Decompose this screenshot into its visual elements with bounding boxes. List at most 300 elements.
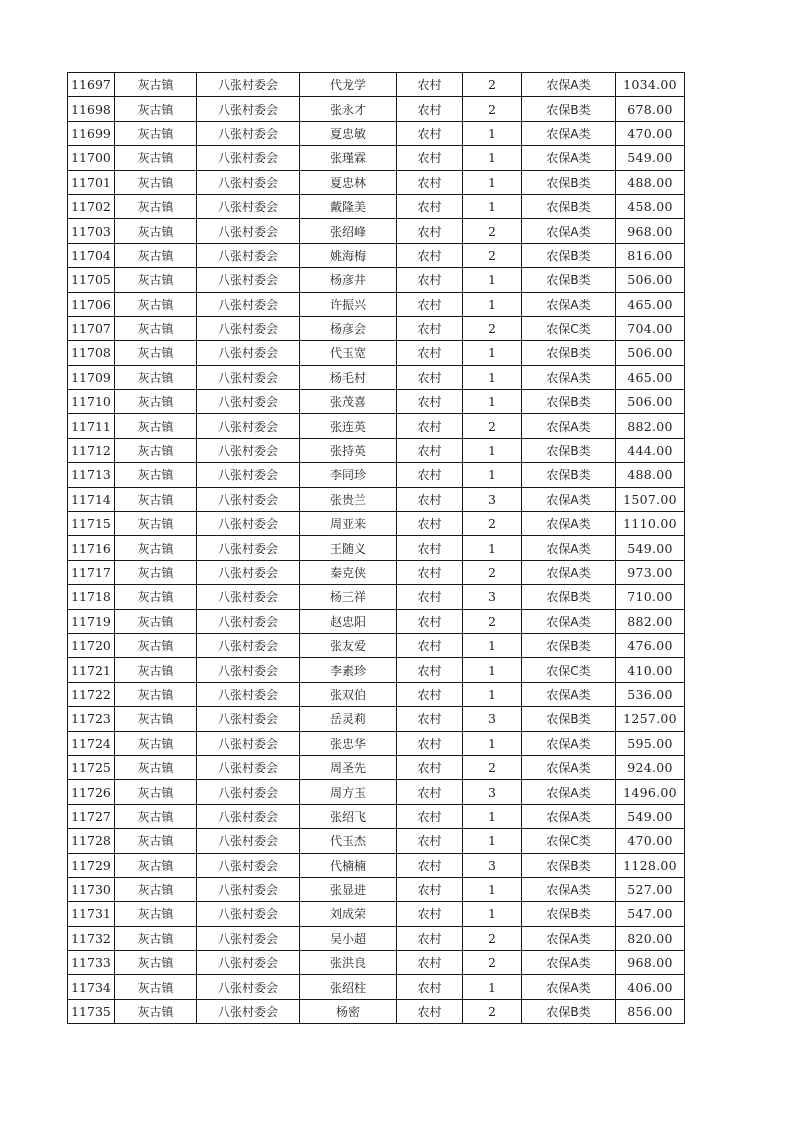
- town-cell: 灰古镇: [115, 755, 197, 779]
- insurance-category-cell: 农保B类: [522, 438, 616, 462]
- row-id-cell: 11726: [68, 780, 115, 804]
- table-row: [68, 560, 685, 584]
- insurance-category-cell: 农保A类: [522, 146, 616, 170]
- amount-cell: 406.00: [616, 975, 685, 999]
- row-id-cell: 11719: [68, 609, 115, 633]
- member-count-cell: 1: [463, 121, 522, 145]
- amount-cell: 527.00: [616, 877, 685, 901]
- town-cell: 灰古镇: [115, 487, 197, 511]
- town-cell: 灰古镇: [115, 316, 197, 340]
- insurance-category-cell: 农保B类: [522, 633, 616, 657]
- member-count-cell: 1: [463, 390, 522, 414]
- town-cell: 灰古镇: [115, 536, 197, 560]
- insurance-category-cell: 农保A类: [522, 755, 616, 779]
- insurance-category-cell: 农保C类: [522, 658, 616, 682]
- name-cell: 周圣先: [300, 755, 397, 779]
- village-cell: 八张村委会: [197, 219, 300, 243]
- town-cell: 灰古镇: [115, 853, 197, 877]
- insurance-category-cell: 农保B类: [522, 341, 616, 365]
- table-row: [68, 902, 685, 926]
- household-type-cell: 农村: [397, 658, 463, 682]
- member-count-cell: 2: [463, 951, 522, 975]
- village-cell: 八张村委会: [197, 902, 300, 926]
- village-cell: 八张村委会: [197, 512, 300, 536]
- name-cell: 张绍飞: [300, 804, 397, 828]
- member-count-cell: 2: [463, 219, 522, 243]
- village-cell: 八张村委会: [197, 682, 300, 706]
- row-id-cell: 11712: [68, 438, 115, 462]
- row-id-cell: 11722: [68, 682, 115, 706]
- household-type-cell: 农村: [397, 487, 463, 511]
- household-type-cell: 农村: [397, 585, 463, 609]
- amount-cell: 678.00: [616, 97, 685, 121]
- table-row: [68, 877, 685, 901]
- name-cell: 张瑾霖: [300, 146, 397, 170]
- amount-cell: 704.00: [616, 316, 685, 340]
- amount-cell: 968.00: [616, 219, 685, 243]
- name-cell: 张贵兰: [300, 487, 397, 511]
- member-count-cell: 3: [463, 585, 522, 609]
- amount-cell: 973.00: [616, 560, 685, 584]
- member-count-cell: 2: [463, 97, 522, 121]
- table-row: [68, 926, 685, 950]
- row-id-cell: 11734: [68, 975, 115, 999]
- insurance-category-cell: 农保C类: [522, 316, 616, 340]
- household-type-cell: 农村: [397, 633, 463, 657]
- village-cell: 八张村委会: [197, 999, 300, 1023]
- town-cell: 灰古镇: [115, 390, 197, 414]
- village-cell: 八张村委会: [197, 316, 300, 340]
- village-cell: 八张村委会: [197, 341, 300, 365]
- household-type-cell: 农村: [397, 243, 463, 267]
- insurance-category-cell: 农保B类: [522, 463, 616, 487]
- household-type-cell: 农村: [397, 975, 463, 999]
- village-cell: 八张村委会: [197, 951, 300, 975]
- table-row: [68, 341, 685, 365]
- name-cell: 代龙学: [300, 73, 397, 97]
- table-row: [68, 121, 685, 145]
- amount-cell: 820.00: [616, 926, 685, 950]
- name-cell: 杨毛村: [300, 365, 397, 389]
- member-count-cell: 3: [463, 780, 522, 804]
- town-cell: 灰古镇: [115, 219, 197, 243]
- row-id-cell: 11699: [68, 121, 115, 145]
- insurance-category-cell: 农保A类: [522, 487, 616, 511]
- row-id-cell: 11724: [68, 731, 115, 755]
- insurance-category-cell: 农保C类: [522, 829, 616, 853]
- member-count-cell: 2: [463, 560, 522, 584]
- insurance-category-cell: 农保B类: [522, 853, 616, 877]
- table-row: [68, 292, 685, 316]
- table-row: [68, 463, 685, 487]
- table-row: [68, 975, 685, 999]
- table-row: [68, 438, 685, 462]
- table-row: [68, 316, 685, 340]
- village-cell: 八张村委会: [197, 804, 300, 828]
- name-cell: 张绍柱: [300, 975, 397, 999]
- row-id-cell: 11732: [68, 926, 115, 950]
- household-type-cell: 农村: [397, 463, 463, 487]
- table-row: [68, 487, 685, 511]
- table-row: [68, 194, 685, 218]
- member-count-cell: 2: [463, 316, 522, 340]
- town-cell: 灰古镇: [115, 707, 197, 731]
- member-count-cell: 2: [463, 755, 522, 779]
- household-type-cell: 农村: [397, 707, 463, 731]
- town-cell: 灰古镇: [115, 951, 197, 975]
- household-type-cell: 农村: [397, 341, 463, 365]
- insurance-category-cell: 农保B类: [522, 999, 616, 1023]
- member-count-cell: 3: [463, 707, 522, 731]
- amount-cell: 924.00: [616, 755, 685, 779]
- village-cell: 八张村委会: [197, 585, 300, 609]
- member-count-cell: 1: [463, 170, 522, 194]
- village-cell: 八张村委会: [197, 707, 300, 731]
- member-count-cell: 1: [463, 365, 522, 389]
- village-cell: 八张村委会: [197, 97, 300, 121]
- table-row: [68, 536, 685, 560]
- village-cell: 八张村委会: [197, 390, 300, 414]
- amount-cell: 444.00: [616, 438, 685, 462]
- town-cell: 灰古镇: [115, 365, 197, 389]
- member-count-cell: 1: [463, 438, 522, 462]
- member-count-cell: 1: [463, 877, 522, 901]
- household-type-cell: 农村: [397, 780, 463, 804]
- row-id-cell: 11721: [68, 658, 115, 682]
- town-cell: 灰古镇: [115, 560, 197, 584]
- row-id-cell: 11715: [68, 512, 115, 536]
- table-row: [68, 585, 685, 609]
- row-id-cell: 11697: [68, 73, 115, 97]
- row-id-cell: 11735: [68, 999, 115, 1023]
- member-count-cell: 2: [463, 73, 522, 97]
- insurance-category-cell: 农保B类: [522, 390, 616, 414]
- name-cell: 姚海梅: [300, 243, 397, 267]
- village-cell: 八张村委会: [197, 243, 300, 267]
- row-id-cell: 11708: [68, 341, 115, 365]
- insurance-category-cell: 农保A类: [522, 73, 616, 97]
- village-cell: 八张村委会: [197, 975, 300, 999]
- household-type-cell: 农村: [397, 73, 463, 97]
- member-count-cell: 2: [463, 243, 522, 267]
- household-type-cell: 农村: [397, 536, 463, 560]
- row-id-cell: 11717: [68, 560, 115, 584]
- amount-cell: 506.00: [616, 268, 685, 292]
- name-cell: 张永才: [300, 97, 397, 121]
- town-cell: 灰古镇: [115, 243, 197, 267]
- village-cell: 八张村委会: [197, 146, 300, 170]
- amount-cell: 410.00: [616, 658, 685, 682]
- insurance-category-cell: 农保A类: [522, 121, 616, 145]
- insurance-category-cell: 农保A类: [522, 560, 616, 584]
- member-count-cell: 1: [463, 804, 522, 828]
- name-cell: 李素珍: [300, 658, 397, 682]
- name-cell: 张忠华: [300, 731, 397, 755]
- village-cell: 八张村委会: [197, 170, 300, 194]
- insurance-category-cell: 农保A类: [522, 926, 616, 950]
- name-cell: 张双伯: [300, 682, 397, 706]
- member-count-cell: 2: [463, 609, 522, 633]
- amount-cell: 465.00: [616, 365, 685, 389]
- row-id-cell: 11733: [68, 951, 115, 975]
- household-type-cell: 农村: [397, 877, 463, 901]
- name-cell: 戴隆美: [300, 194, 397, 218]
- table-row: [68, 951, 685, 975]
- insurance-category-cell: 农保A类: [522, 975, 616, 999]
- row-id-cell: 11704: [68, 243, 115, 267]
- household-type-cell: 农村: [397, 438, 463, 462]
- town-cell: 灰古镇: [115, 682, 197, 706]
- table-row: [68, 682, 685, 706]
- amount-cell: 488.00: [616, 463, 685, 487]
- amount-cell: 1496.00: [616, 780, 685, 804]
- member-count-cell: 2: [463, 414, 522, 438]
- table-row: [68, 853, 685, 877]
- insurance-category-cell: 农保B类: [522, 585, 616, 609]
- amount-cell: 1034.00: [616, 73, 685, 97]
- amount-cell: 488.00: [616, 170, 685, 194]
- town-cell: 灰古镇: [115, 926, 197, 950]
- town-cell: 灰古镇: [115, 804, 197, 828]
- household-type-cell: 农村: [397, 414, 463, 438]
- member-count-cell: 1: [463, 633, 522, 657]
- amount-cell: 536.00: [616, 682, 685, 706]
- household-type-cell: 农村: [397, 219, 463, 243]
- amount-cell: 470.00: [616, 829, 685, 853]
- member-count-cell: 1: [463, 194, 522, 218]
- amount-cell: 465.00: [616, 292, 685, 316]
- village-cell: 八张村委会: [197, 755, 300, 779]
- name-cell: 杨彦会: [300, 316, 397, 340]
- amount-cell: 549.00: [616, 804, 685, 828]
- village-cell: 八张村委会: [197, 73, 300, 97]
- row-id-cell: 11700: [68, 146, 115, 170]
- member-count-cell: 1: [463, 682, 522, 706]
- name-cell: 张显进: [300, 877, 397, 901]
- village-cell: 八张村委会: [197, 292, 300, 316]
- household-type-cell: 农村: [397, 560, 463, 584]
- amount-cell: 458.00: [616, 194, 685, 218]
- village-cell: 八张村委会: [197, 853, 300, 877]
- amount-cell: 506.00: [616, 341, 685, 365]
- town-cell: 灰古镇: [115, 194, 197, 218]
- amount-cell: 710.00: [616, 585, 685, 609]
- town-cell: 灰古镇: [115, 341, 197, 365]
- row-id-cell: 11707: [68, 316, 115, 340]
- town-cell: 灰古镇: [115, 633, 197, 657]
- town-cell: 灰古镇: [115, 73, 197, 97]
- name-cell: 张洪良: [300, 951, 397, 975]
- insurance-category-cell: 农保A类: [522, 877, 616, 901]
- name-cell: 杨彦井: [300, 268, 397, 292]
- town-cell: 灰古镇: [115, 512, 197, 536]
- village-cell: 八张村委会: [197, 731, 300, 755]
- name-cell: 张连英: [300, 414, 397, 438]
- amount-cell: 1128.00: [616, 853, 685, 877]
- household-type-cell: 农村: [397, 121, 463, 145]
- member-count-cell: 1: [463, 268, 522, 292]
- table-row: [68, 804, 685, 828]
- household-type-cell: 农村: [397, 170, 463, 194]
- insurance-category-cell: 农保B类: [522, 243, 616, 267]
- insurance-category-cell: 农保A类: [522, 682, 616, 706]
- village-cell: 八张村委会: [197, 926, 300, 950]
- name-cell: 吴小超: [300, 926, 397, 950]
- amount-cell: 968.00: [616, 951, 685, 975]
- town-cell: 灰古镇: [115, 438, 197, 462]
- name-cell: 张持英: [300, 438, 397, 462]
- table-row: [68, 658, 685, 682]
- household-type-cell: 农村: [397, 390, 463, 414]
- amount-cell: 816.00: [616, 243, 685, 267]
- town-cell: 灰古镇: [115, 463, 197, 487]
- insurance-category-cell: 农保A类: [522, 780, 616, 804]
- household-type-cell: 农村: [397, 292, 463, 316]
- member-count-cell: 1: [463, 463, 522, 487]
- row-id-cell: 11729: [68, 853, 115, 877]
- name-cell: 杨三祥: [300, 585, 397, 609]
- insurance-category-cell: 农保A类: [522, 414, 616, 438]
- village-cell: 八张村委会: [197, 780, 300, 804]
- village-cell: 八张村委会: [197, 414, 300, 438]
- member-count-cell: 1: [463, 829, 522, 853]
- village-cell: 八张村委会: [197, 829, 300, 853]
- name-cell: 夏忠林: [300, 170, 397, 194]
- row-id-cell: 11701: [68, 170, 115, 194]
- row-id-cell: 11725: [68, 755, 115, 779]
- village-cell: 八张村委会: [197, 365, 300, 389]
- village-cell: 八张村委会: [197, 877, 300, 901]
- town-cell: 灰古镇: [115, 121, 197, 145]
- name-cell: 杨密: [300, 999, 397, 1023]
- row-id-cell: 11730: [68, 877, 115, 901]
- insurance-category-cell: 农保A类: [522, 365, 616, 389]
- insurance-category-cell: 农保B类: [522, 170, 616, 194]
- village-cell: 八张村委会: [197, 633, 300, 657]
- household-type-cell: 农村: [397, 804, 463, 828]
- village-cell: 八张村委会: [197, 487, 300, 511]
- town-cell: 灰古镇: [115, 731, 197, 755]
- table-row: [68, 829, 685, 853]
- table-row: [68, 365, 685, 389]
- row-id-cell: 11728: [68, 829, 115, 853]
- table-row: [68, 146, 685, 170]
- name-cell: 王随义: [300, 536, 397, 560]
- household-type-cell: 农村: [397, 682, 463, 706]
- name-cell: 张友爱: [300, 633, 397, 657]
- table-row: [68, 731, 685, 755]
- name-cell: 代玉杰: [300, 829, 397, 853]
- table-row: [68, 243, 685, 267]
- name-cell: 许振兴: [300, 292, 397, 316]
- town-cell: 灰古镇: [115, 780, 197, 804]
- amount-cell: 1110.00: [616, 512, 685, 536]
- village-cell: 八张村委会: [197, 194, 300, 218]
- row-id-cell: 11713: [68, 463, 115, 487]
- insurance-category-cell: 农保A类: [522, 512, 616, 536]
- amount-cell: 470.00: [616, 121, 685, 145]
- name-cell: 刘成荣: [300, 902, 397, 926]
- table-row: [68, 707, 685, 731]
- member-count-cell: 3: [463, 853, 522, 877]
- insurance-category-cell: 农保B类: [522, 707, 616, 731]
- table-row: [68, 268, 685, 292]
- row-id-cell: 11698: [68, 97, 115, 121]
- table-row: [68, 390, 685, 414]
- village-cell: 八张村委会: [197, 536, 300, 560]
- name-cell: 岳灵莉: [300, 707, 397, 731]
- household-type-cell: 农村: [397, 316, 463, 340]
- name-cell: 夏忠敏: [300, 121, 397, 145]
- town-cell: 灰古镇: [115, 268, 197, 292]
- member-count-cell: 1: [463, 902, 522, 926]
- insurance-category-cell: 农保A类: [522, 219, 616, 243]
- amount-cell: 856.00: [616, 999, 685, 1023]
- name-cell: 周亚来: [300, 512, 397, 536]
- table-row: [68, 512, 685, 536]
- name-cell: 李同珍: [300, 463, 397, 487]
- household-type-cell: 农村: [397, 853, 463, 877]
- member-count-cell: 3: [463, 487, 522, 511]
- member-count-cell: 2: [463, 999, 522, 1023]
- insurance-category-cell: 农保B类: [522, 194, 616, 218]
- amount-cell: 1507.00: [616, 487, 685, 511]
- household-type-cell: 农村: [397, 146, 463, 170]
- amount-cell: 506.00: [616, 390, 685, 414]
- row-id-cell: 11727: [68, 804, 115, 828]
- benefits-table: [67, 72, 685, 1024]
- row-id-cell: 11709: [68, 365, 115, 389]
- household-type-cell: 农村: [397, 268, 463, 292]
- name-cell: 张绍峰: [300, 219, 397, 243]
- town-cell: 灰古镇: [115, 170, 197, 194]
- member-count-cell: 1: [463, 731, 522, 755]
- amount-cell: 547.00: [616, 902, 685, 926]
- household-type-cell: 农村: [397, 829, 463, 853]
- table-row: [68, 73, 685, 97]
- row-id-cell: 11706: [68, 292, 115, 316]
- town-cell: 灰古镇: [115, 609, 197, 633]
- household-type-cell: 农村: [397, 512, 463, 536]
- town-cell: 灰古镇: [115, 877, 197, 901]
- name-cell: 周方玉: [300, 780, 397, 804]
- member-count-cell: 2: [463, 926, 522, 950]
- row-id-cell: 11716: [68, 536, 115, 560]
- table-row: [68, 755, 685, 779]
- town-cell: 灰古镇: [115, 414, 197, 438]
- insurance-category-cell: 农保A类: [522, 536, 616, 560]
- town-cell: 灰古镇: [115, 146, 197, 170]
- table-row: [68, 97, 685, 121]
- amount-cell: 549.00: [616, 146, 685, 170]
- household-type-cell: 农村: [397, 731, 463, 755]
- town-cell: 灰古镇: [115, 975, 197, 999]
- name-cell: 赵忠阳: [300, 609, 397, 633]
- insurance-category-cell: 农保A类: [522, 292, 616, 316]
- insurance-category-cell: 农保A类: [522, 609, 616, 633]
- name-cell: 张茂喜: [300, 390, 397, 414]
- town-cell: 灰古镇: [115, 585, 197, 609]
- row-id-cell: 11720: [68, 633, 115, 657]
- town-cell: 灰古镇: [115, 97, 197, 121]
- member-count-cell: 1: [463, 292, 522, 316]
- village-cell: 八张村委会: [197, 560, 300, 584]
- amount-cell: 549.00: [616, 536, 685, 560]
- village-cell: 八张村委会: [197, 609, 300, 633]
- table-row: [68, 219, 685, 243]
- name-cell: 代玉宽: [300, 341, 397, 365]
- household-type-cell: 农村: [397, 902, 463, 926]
